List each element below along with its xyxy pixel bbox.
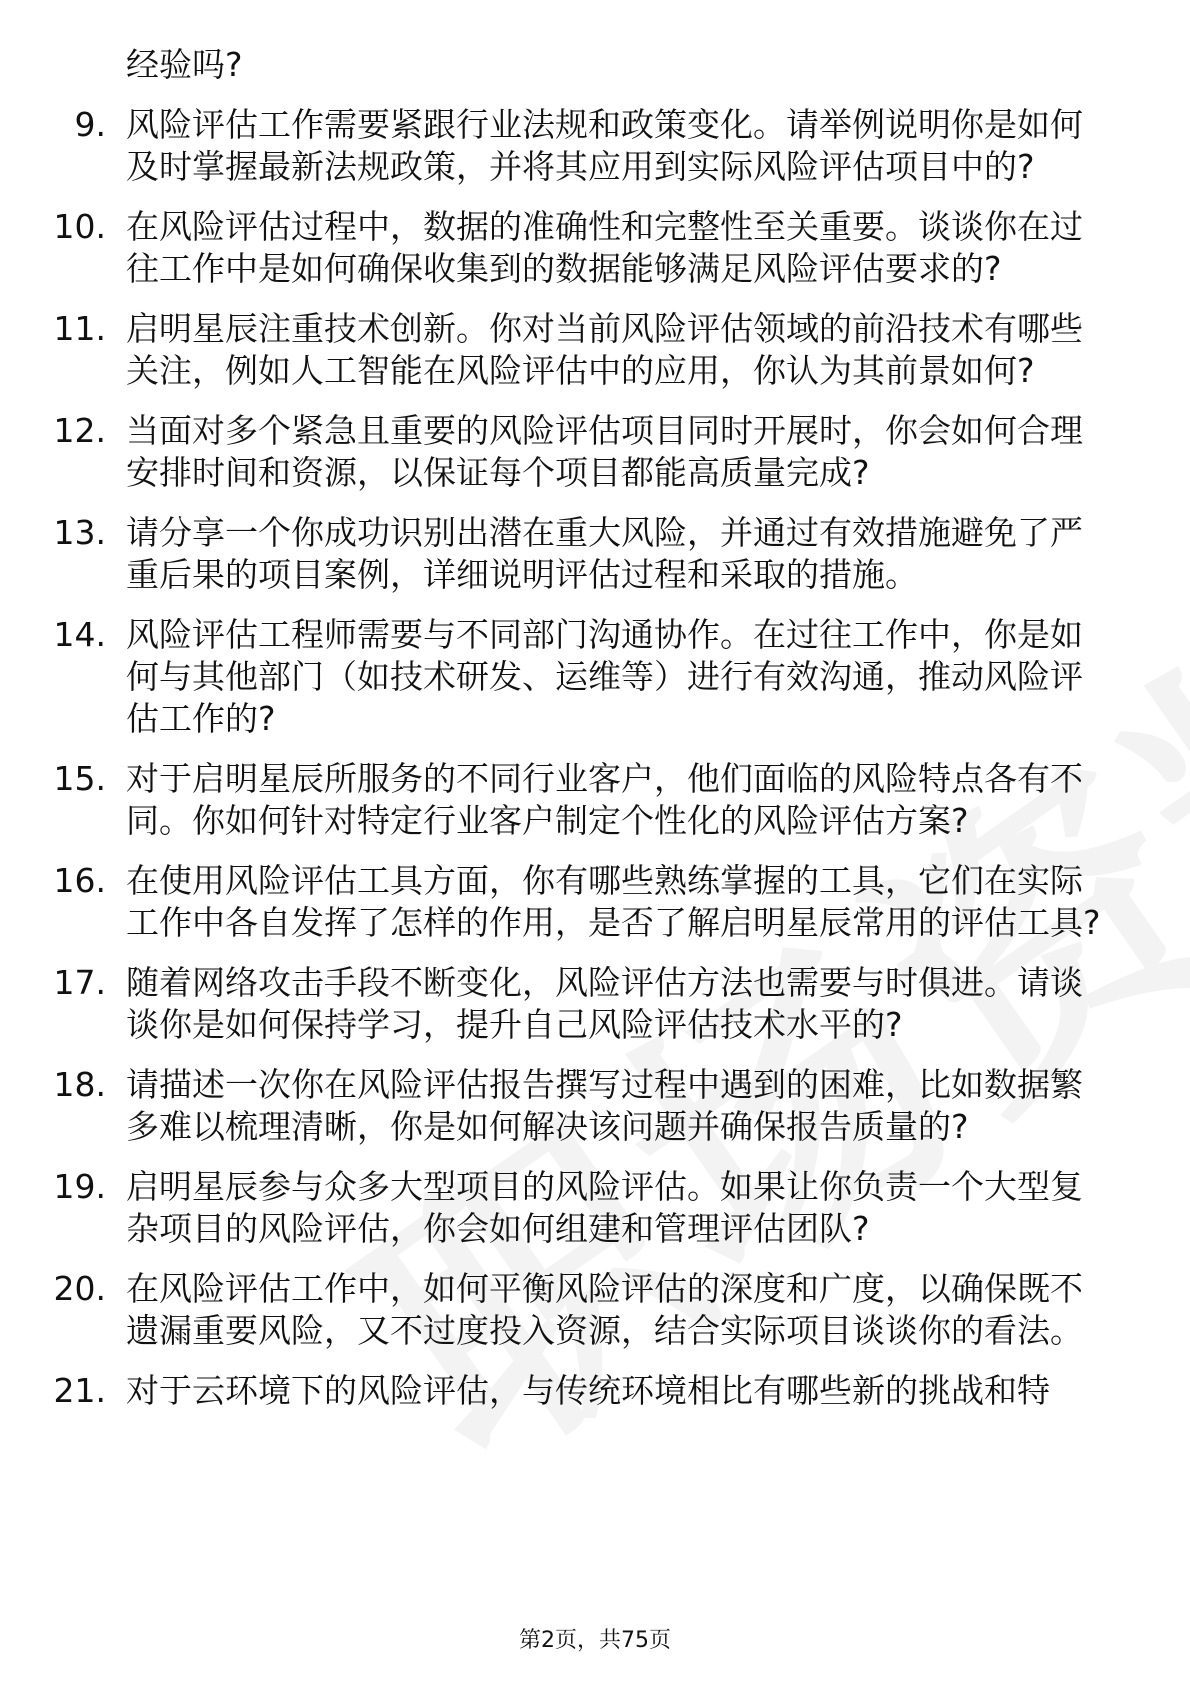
list-item: [0, 1268, 1190, 1352]
list-item: [0, 1370, 1190, 1412]
question-text: 在风险评估工作中，如何平衡风险评估的深度和广度，以确保既不遗漏重要风险，又不过度投入资源，结合实际项目谈谈你的看法。: [126, 1269, 1083, 1350]
question-number: 16.: [53, 861, 106, 900]
question-number: 20.: [53, 1269, 106, 1308]
question-text: 启明星辰注重技术创新。你对当前风险评估领域的前沿技术有哪些关注，例如人工智能在风险评估中的应用，你认为其前景如何?: [126, 309, 1083, 390]
question-number: 13.: [53, 513, 106, 552]
list-item: [0, 1064, 1190, 1148]
list-item: [0, 104, 1190, 188]
question-number: 9.: [74, 105, 106, 144]
list-item: [0, 860, 1190, 944]
question-text: 对于启明星辰所服务的不同行业客户，他们面临的风险特点各有不同。你如何针对特定行业客户制定个性化的风险评估方案?: [126, 759, 1083, 840]
list-item: [0, 410, 1190, 494]
list-item: [0, 614, 1190, 740]
question-text: 在风险评估过程中，数据的准确性和完整性至关重要。谈谈你在过往工作中是如何确保收集到的数据能够满足风险评估要求的?: [126, 207, 1083, 288]
question-text: 随着网络攻击手段不断变化，风险评估方法也需要与时俱进。请谈谈你是如何保持学习，提升自己风险评估技术水平的?: [126, 963, 1083, 1044]
question-number: 18.: [53, 1065, 106, 1104]
question-text: 在使用风险评估工具方面，你有哪些熟练掌握的工具，它们在实际工作中各自发挥了怎样的作用，是否了解启明星辰常用的评估工具?: [126, 861, 1101, 942]
list-item: [0, 206, 1190, 290]
question-text: 当面对多个紧急且重要的风险评估项目同时开展时，你会如何合理安排时间和资源，以保证每个项目都能高质量完成?: [126, 411, 1083, 492]
list-item: [0, 512, 1190, 596]
question-number: 11.: [53, 309, 106, 348]
continuation-text: 经验吗?: [126, 45, 243, 84]
list-item: [0, 308, 1190, 392]
question-text: 请分享一个你成功识别出潜在重大风险，并通过有效措施避免了严重后果的项目案例，详细说明评估过程和采取的措施。: [126, 513, 1083, 594]
question-text: 请描述一次你在风险评估报告撰写过程中遇到的困难，比如数据繁多难以梳理清晰，你是如何解决该问题并确保报告质量的?: [126, 1065, 1083, 1146]
page-number: 第2页，共75页: [519, 1628, 671, 1653]
question-number: 14.: [53, 615, 106, 654]
question-number: 21.: [53, 1371, 106, 1410]
list-item: [0, 758, 1190, 842]
question-text: 对于云环境下的风险评估，与传统环境相比有哪些新的挑战和特: [126, 1371, 1050, 1410]
list-item: [0, 962, 1190, 1046]
question-number: 10.: [53, 207, 106, 246]
question-text: 风险评估工作需要紧跟行业法规和政策变化。请举例说明你是如何及时掌握最新法规政策，并将其应用到实际风险评估项目中的?: [126, 105, 1083, 186]
question-number: 15.: [53, 759, 106, 798]
question-text: 风险评估工程师需要与不同部门沟通协作。在过往工作中，你是如何与其他部门（如技术研发、运维等）进行有效沟通，推动风险评估工作的?: [126, 615, 1083, 738]
question-list: [0, 44, 1190, 1430]
list-item: [0, 1166, 1190, 1250]
question-number: 19.: [53, 1167, 106, 1206]
question-text: 启明星辰参与众多大型项目的风险评估。如果让你负责一个大型复杂项目的风险评估，你会如何组建和管理评估团队?: [126, 1167, 1083, 1248]
question-number: 17.: [53, 963, 106, 1002]
question-number: 12.: [53, 411, 106, 450]
